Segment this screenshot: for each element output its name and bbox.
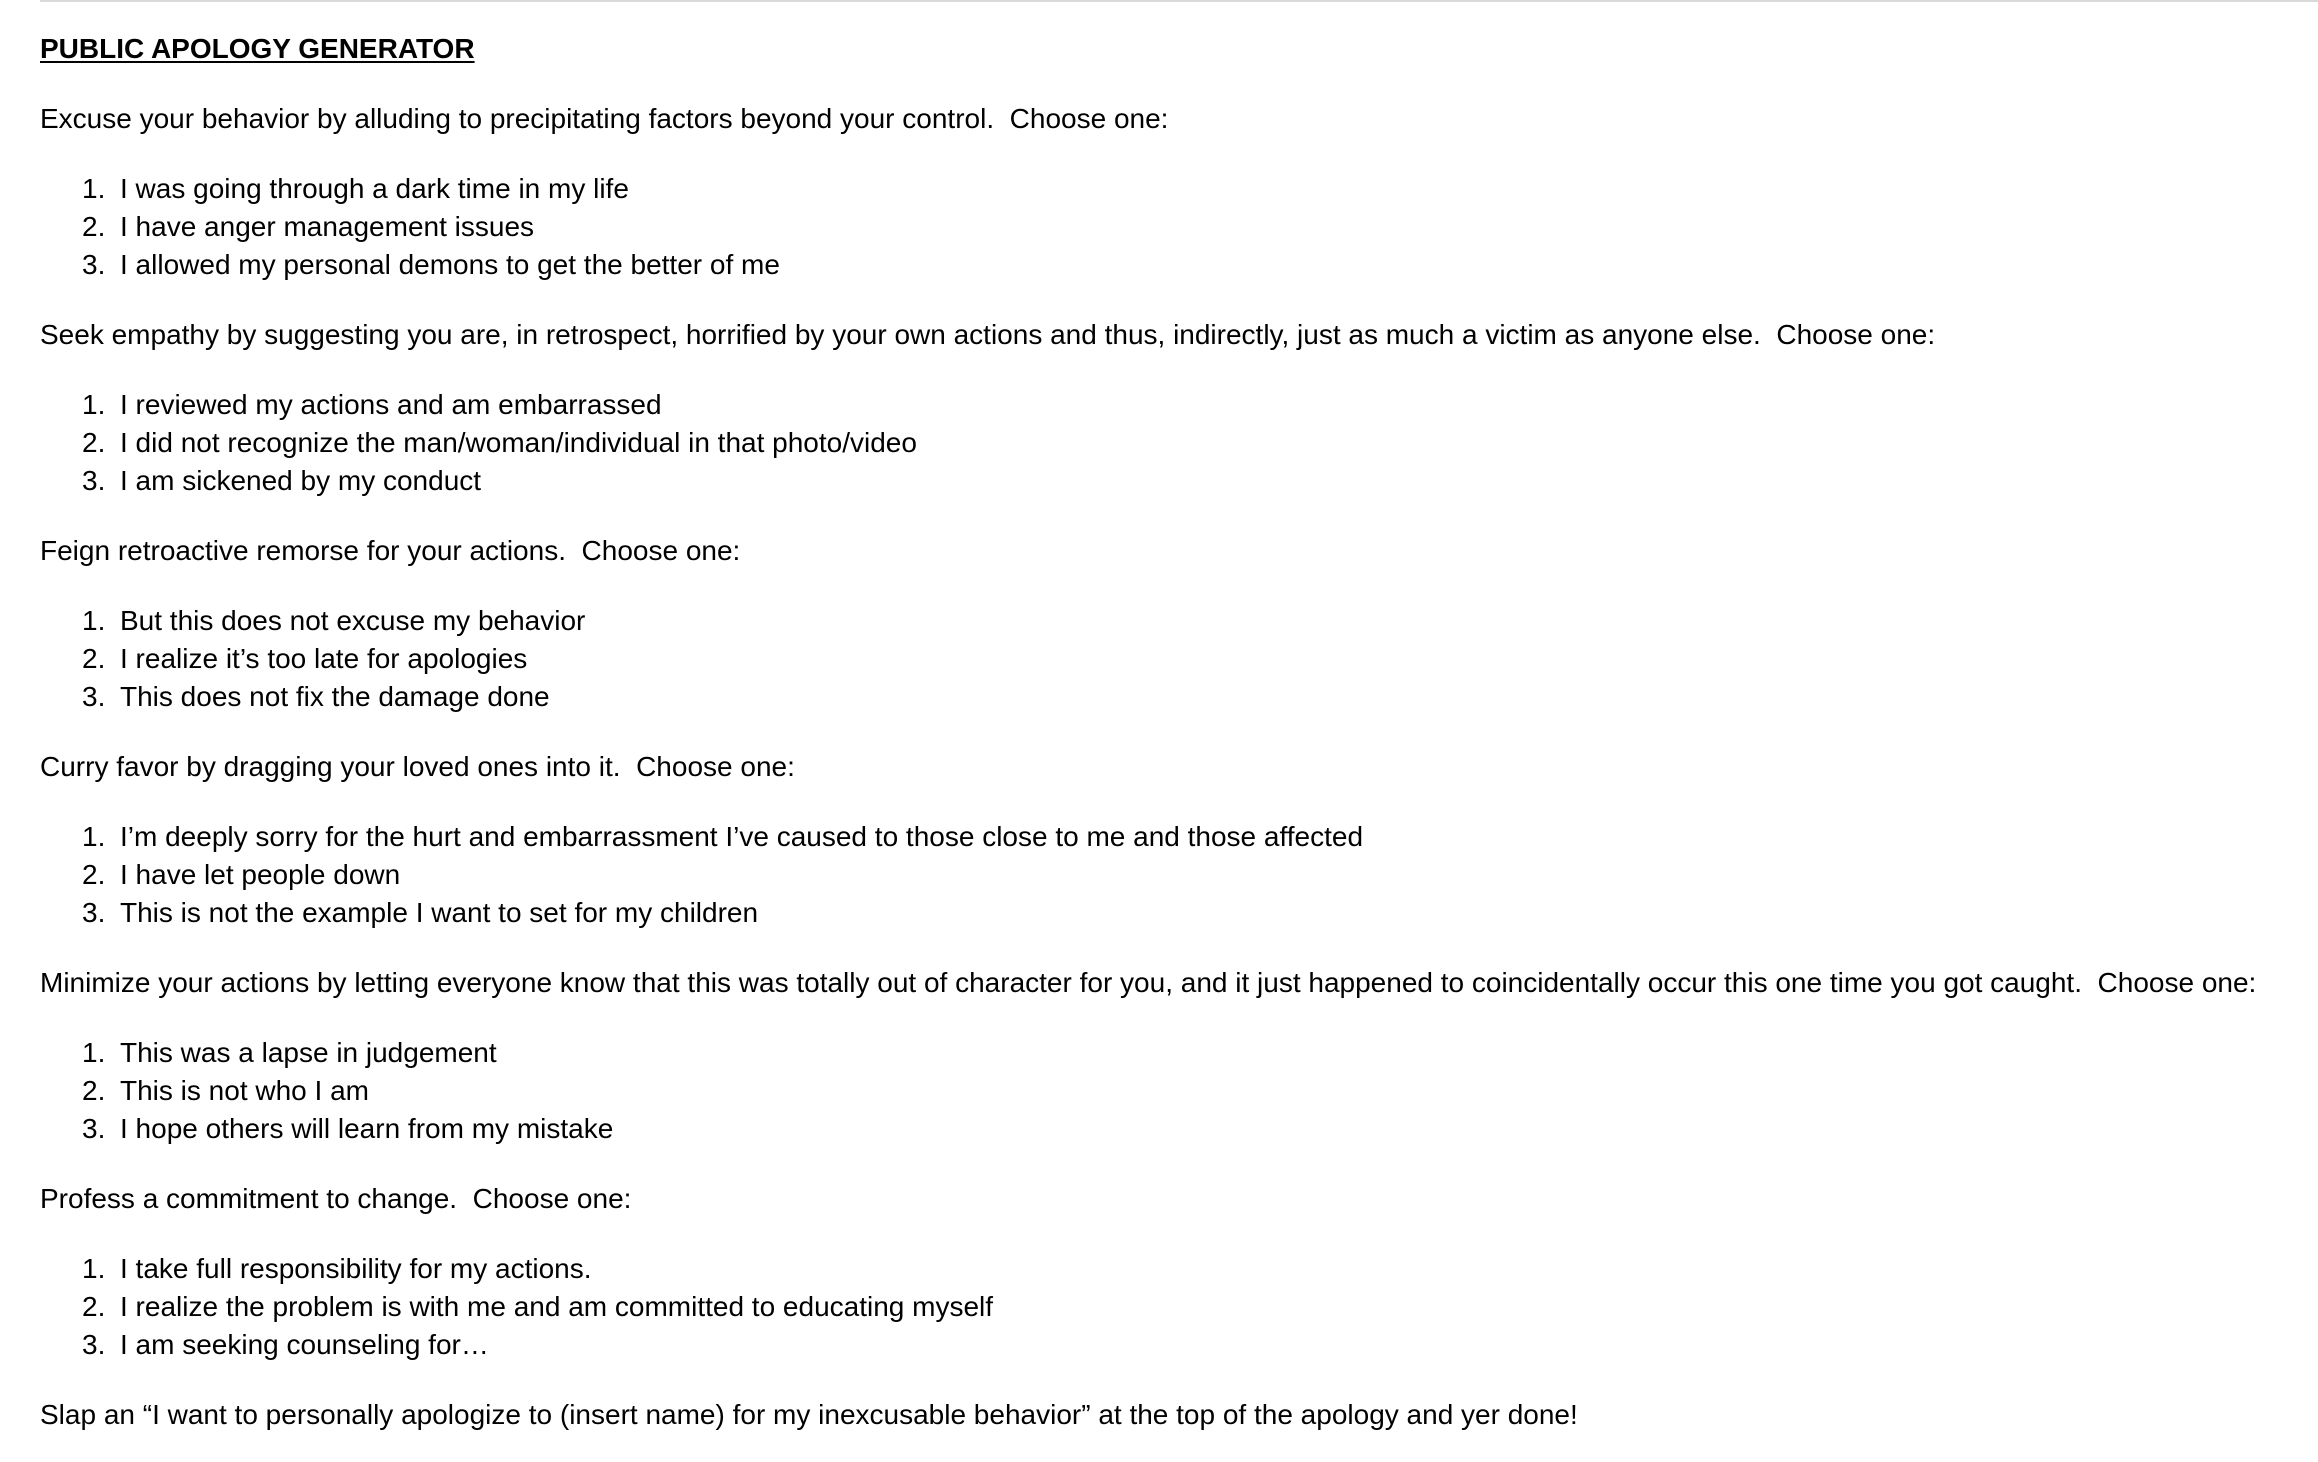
- list-number: 3.: [82, 681, 106, 712]
- list-item-text: I was going through a dark time in my life: [120, 173, 629, 204]
- list-item-text: I take full responsibility for my actions.: [120, 1253, 592, 1284]
- list-number: 2.: [82, 211, 106, 242]
- list-number: 3.: [82, 465, 106, 496]
- list-item-text: This does not fix the damage done: [120, 681, 550, 712]
- list-item-text: I am sickened by my conduct: [120, 465, 482, 496]
- list-item: [40, 1250, 2298, 1288]
- list-item-text: I’m deeply sorry for the hurt and embarrassment I’ve caused to those close to me and those affected: [120, 821, 1364, 852]
- option-list: [40, 1034, 2298, 1148]
- list-item: [40, 678, 2298, 716]
- list-item: [40, 856, 2298, 894]
- list-number: 3.: [82, 249, 106, 280]
- list-number: 2.: [82, 1291, 106, 1322]
- section-prompt: Feign retroactive remorse for your actions. Choose one:: [40, 535, 741, 566]
- list-item: [40, 462, 2298, 500]
- list-item-text: This was a lapse in judgement: [120, 1037, 497, 1068]
- list-item-text: I allowed my personal demons to get the better of me: [120, 249, 780, 280]
- list-item: [40, 818, 2298, 856]
- list-item: [40, 170, 2298, 208]
- closing-paragraph: Slap an “I want to personally apologize to (insert name) for my inexcusable behavior” at the top of the apology and yer done!: [40, 1399, 1578, 1430]
- list-number: 3.: [82, 1329, 106, 1360]
- list-number: 2.: [82, 859, 106, 890]
- list-item: [40, 1034, 2298, 1072]
- list-number: 3.: [82, 1113, 106, 1144]
- top-divider: [40, 0, 2318, 2]
- list-number: 2.: [82, 643, 106, 674]
- section-prompt: Seek empathy by suggesting you are, in retrospect, horrified by your own actions and thus, indirectly, just as much a victim as anyone else. Choose one:: [40, 319, 1936, 350]
- list-item-text: I have let people down: [120, 859, 401, 890]
- list-number: 1.: [82, 605, 106, 636]
- document-title: PUBLIC APOLOGY GENERATOR: [40, 33, 475, 64]
- list-item: [40, 424, 2298, 462]
- option-list: [40, 818, 2298, 932]
- list-item: [40, 208, 2298, 246]
- list-item: [40, 246, 2298, 284]
- list-item: [40, 386, 2298, 424]
- list-item: [40, 894, 2298, 932]
- list-item: [40, 640, 2298, 678]
- list-item-text: I reviewed my actions and am embarrassed: [120, 389, 662, 420]
- list-number: 3.: [82, 897, 106, 928]
- list-item-text: I realize it’s too late for apologies: [120, 643, 528, 674]
- list-number: 2.: [82, 1075, 106, 1106]
- section-prompt: Profess a commitment to change. Choose one:: [40, 1183, 632, 1214]
- list-item-text: I did not recognize the man/woman/individual in that photo/video: [120, 427, 917, 458]
- list-number: 1.: [82, 389, 106, 420]
- option-list: [40, 386, 2298, 500]
- option-list: [40, 602, 2298, 716]
- section-prompt: Minimize your actions by letting everyone know that this was totally out of character for you, and it just happened to coincidentally occur this one time you got caught. Choose one:: [40, 967, 2257, 998]
- option-list: [40, 170, 2298, 284]
- list-item-text: I hope others will learn from my mistake: [120, 1113, 614, 1144]
- list-number: 1.: [82, 1253, 106, 1284]
- section-prompt: Excuse your behavior by alluding to precipitating factors beyond your control. Choose one:: [40, 103, 1169, 134]
- list-number: 1.: [82, 173, 106, 204]
- list-item-text: This is not who I am: [120, 1075, 369, 1106]
- list-item-text: I have anger management issues: [120, 211, 535, 242]
- list-number: 1.: [82, 821, 106, 852]
- list-item-text: This is not the example I want to set for my children: [120, 897, 759, 928]
- list-item: [40, 1288, 2298, 1326]
- list-item: [40, 1326, 2298, 1364]
- list-item-text: But this does not excuse my behavior: [120, 605, 586, 636]
- list-item-text: I realize the problem is with me and am committed to educating myself: [120, 1291, 994, 1322]
- list-number: 2.: [82, 427, 106, 458]
- list-number: 1.: [82, 1037, 106, 1068]
- list-item: [40, 602, 2298, 640]
- list-item: [40, 1110, 2298, 1148]
- document-body: [40, 30, 2298, 1434]
- section-prompt: Curry favor by dragging your loved ones into it. Choose one:: [40, 751, 795, 782]
- option-list: [40, 1250, 2298, 1364]
- list-item-text: I am seeking counseling for…: [120, 1329, 489, 1360]
- list-item: [40, 1072, 2298, 1110]
